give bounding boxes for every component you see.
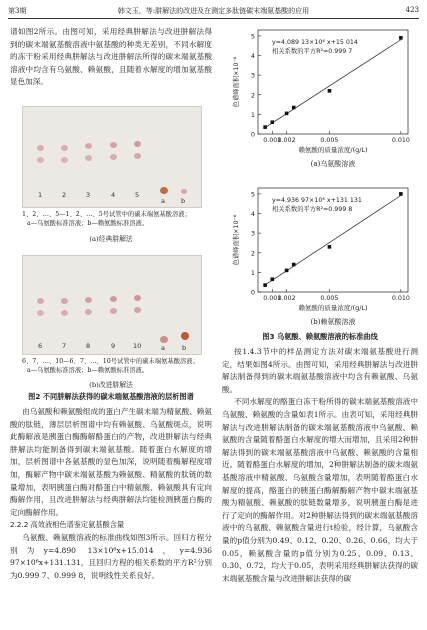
x-tick-label: 0.010 — [391, 295, 410, 302]
y-tick-label: 5 — [250, 190, 255, 199]
x-tick-label: 0.005 — [320, 295, 339, 302]
y-axis-label: 色谱峰面积×10⁻⁶ — [233, 214, 240, 266]
plot-subcaption: (a)乌氨酸溶液 — [310, 160, 356, 168]
data-point — [285, 112, 289, 116]
tlc-plate-a — [22, 106, 202, 208]
tlc-lane-number: b — [182, 344, 187, 352]
data-point — [263, 125, 267, 129]
tlc-lane-number: 1 — [38, 191, 43, 199]
tlc-spot — [85, 155, 92, 161]
left-top-paragraph: 谱如图2所示。由图可知，采用经典肼解法与改进肼解法得到的碳末端氨基酸溶液中氨基酸的种类无差别，不同水解度的冻干粉采用经典肼解法与改进肼解法所得的碳末端氨基酸溶液中均含有乌氨酸、赖氨酸，且随着水解度的增加氨基酸显色加深。 — [10, 27, 212, 87]
tlc-spot — [61, 298, 68, 304]
tlc-spot — [110, 296, 117, 302]
x-tick-label: 0.001 — [263, 295, 282, 302]
y-axis-label: 色谱峰面积×10⁻⁶ — [233, 56, 240, 108]
tlc-lane-number: a — [161, 197, 165, 205]
tlc-lane-number: 9 — [111, 342, 116, 350]
subcaption-a: (a)经典肼解法 — [89, 235, 133, 243]
y-tick-label: 2 — [250, 91, 255, 100]
tlc-plate-b — [22, 255, 202, 355]
standard-curve-plot-a — [222, 22, 418, 170]
tlc-spot — [85, 309, 92, 315]
y-tick-label: 1 — [250, 268, 255, 277]
tlc-spot — [37, 157, 44, 163]
data-point — [292, 263, 296, 267]
y-tick-label: 4 — [250, 210, 255, 219]
y-tick-label: 3 — [250, 71, 255, 80]
data-point — [263, 283, 267, 287]
tlc-lane-number: 6 — [38, 342, 43, 350]
x-tick-label: 0.002 — [277, 137, 296, 144]
tlc-spot — [61, 310, 68, 316]
r-squared-label: 相关系数的平方R²=0.999 7 — [272, 48, 353, 55]
data-point — [285, 269, 289, 273]
tlc-lane-number: 8 — [86, 342, 91, 350]
x-tick-label: 0.001 — [263, 137, 282, 144]
regression-equation: y=4.089 13×10⁶ x+15 014 — [272, 39, 358, 46]
tlc-standard-spot — [160, 336, 168, 343]
tlc-spot — [85, 143, 92, 149]
right-paragraph-2: 不同水解度的酪蛋白冻干粉所得的碳末端氨基酸溶液中乌氨酸、赖氨酸的含量如表1所示。由表可知，采用经典肼解法与改进肼解法制备的碳末端氨基酸溶液中乌氨酸、赖氨酸的含量随着酪蛋白水解度的增大而增加，且采用2种肼解法得到的碳末端氨基酸溶液中乌氨酸、赖氨酸的含量相近。随着酪蛋白水解度的增加，2种肼解法制备的碳末端氨基酸溶液中精氨酸、乌氨酸含量增加，表明随着酪蛋白水解度的提高，酪蛋白的胰蛋白酶解酶解产物中碳末端氨基酸为精氨酸、赖氨酸的肽链数量增多，说明胰蛋白酶是进行了定向的酶解作用。对2种肼解法得到的碳末端氨基酸溶液中的乌氨酸、赖氨酸含量进行t检验，经计算，乌氨酸含量的p值分别为0.49、0.12、0.20、0.26、0.66，均大于0.05，赖氨酸含量的p值分别为0.25、0.09、0.13、0.30、0.72，均大于0.05，表明采用经典肼解法获得的碳末端氨基酸含量与改进肼解法获得的碳 — [222, 397, 418, 583]
standard-curve-plot-b — [222, 180, 418, 328]
tlc-lane-number: 7 — [62, 342, 67, 350]
left-last-paragraph: 乌氨酸、赖氨酸溶液的标准曲线如图3所示。回归方程分别为y=4.890 13×10⁶x+15.014，y=4.936 97×10⁶x+131.131，且回归方程的相关系数的平方R²分别为0.999 7、0.999 8，说明线性关系良好。 — [10, 532, 212, 580]
x-axis-label: 赖氨酸的质量浓度/(g/L) — [298, 304, 368, 312]
data-point — [328, 89, 332, 93]
right-paragraph-1: 按1.4.3节中的样品测定方法对碳末端氨基酸进行测定，结果如图4所示。由图可知，采用经典肼解法与改进肼解法制备得到的碳末端氨基酸溶液中均含有赖氨酸、乌氨酸。 — [222, 347, 418, 394]
tlc-spot — [61, 157, 68, 163]
tlc-standard-spot — [160, 187, 168, 194]
x-tick-label: 0.010 — [391, 137, 410, 144]
tlc-lane-number: 4 — [111, 191, 116, 199]
tlc-lane-number: a — [161, 344, 165, 352]
tlc-lane-number: b — [181, 197, 186, 205]
figure-note-line: 6、7、…、10—6、7、…、10号试管中的碳末端氨基酸溶液； — [22, 358, 199, 365]
figure-note-b — [22, 357, 212, 375]
subcaption-b: (b)改进肼解法 — [89, 381, 133, 389]
section-heading: 2.2.2 高效液相色谱鉴定氨基酸含量 — [10, 520, 125, 530]
x-tick-label: 0.005 — [320, 137, 339, 144]
left-top-paragraph-block — [10, 26, 212, 89]
tlc-spot — [37, 310, 44, 316]
figure3-caption: 图3 乌氨酸、赖氨酸溶液的标准曲线 — [262, 332, 378, 341]
figure2-caption: 图2 不同肼解法获得的碳末端氨基酸溶液的层析图谱 — [28, 392, 194, 401]
y-tick-label: 4 — [250, 52, 255, 61]
left-bottom-text — [10, 406, 212, 582]
tlc-spot — [37, 145, 44, 151]
tlc-spot — [110, 308, 117, 314]
tlc-spot — [61, 145, 68, 151]
page-header — [8, 6, 419, 18]
regression-equation: y=4.936 97×10⁶ x+131 131 — [272, 197, 362, 204]
tlc-spot — [134, 141, 141, 147]
journal-issue: 第3期 — [8, 7, 27, 15]
running-title: 韩文玉，等:肼解法的改进及在测定多肽链碳末端氨基酸的应用 — [117, 7, 310, 15]
tlc-spot — [134, 153, 141, 159]
data-point — [399, 192, 403, 196]
r-squared-label: 相关系数的平方R²=0.999 8 — [272, 206, 353, 213]
y-tick-label: 1 — [250, 110, 255, 119]
y-tick-label: 5 — [250, 32, 255, 41]
y-tick-label: 2 — [250, 249, 255, 258]
tlc-spot — [110, 142, 117, 148]
figure-note-line: a—乌氨酸标准溶液；b—赖氨酸标准溶液。 — [27, 367, 149, 374]
header-rule — [8, 18, 419, 19]
data-point — [328, 245, 332, 249]
tlc-standard-spot — [181, 332, 189, 340]
tlc-lane-number: 2 — [62, 191, 67, 199]
x-axis-label: 赖氨酸的质量浓度/(g/L) — [298, 146, 368, 154]
tlc-spot — [110, 154, 117, 160]
page-number: 423 — [405, 6, 419, 14]
y-tick-label: 0 — [250, 130, 255, 139]
tlc-spot — [134, 307, 141, 313]
tlc-lane-number: 10 — [133, 342, 142, 350]
y-tick-label: 3 — [250, 229, 255, 238]
data-point — [270, 120, 274, 124]
y-tick-label: 0 — [250, 288, 255, 297]
figure-note-a — [22, 210, 212, 228]
tlc-lane-number: 5 — [135, 191, 140, 199]
tlc-standard-spot — [181, 189, 187, 194]
data-point — [399, 36, 403, 40]
data-point — [292, 106, 296, 110]
plot-subcaption: (b)赖氨酸溶液 — [310, 318, 356, 326]
x-tick-label: 0.002 — [277, 295, 296, 302]
tlc-spot — [85, 297, 92, 303]
data-point — [270, 277, 274, 281]
tlc-lane-number: 3 — [86, 191, 91, 199]
right-text-block — [222, 346, 418, 585]
tlc-spot — [37, 298, 44, 304]
tlc-spot — [134, 295, 141, 301]
figure-note-line: a—乌氨酸标准溶液；b—赖氨酸标准溶液。 — [27, 220, 149, 227]
figure-note-line: 1、2、…、5—1、2、…、5号试管中的碳末端氨基酸溶液； — [22, 211, 191, 218]
left-bottom-paragraph: 由乌氨酸和赖氨酸组成的蛋白产生碳末端为精氨酸、赖氨酸的肽链，薄层层析图谱中均有赖氨酸、乌氨酸斑点，说明此酶解液是胰蛋白酶酶解酪蛋白的产物，改进肼解法与经典肼解法均能制备得到碳末端氨基酸。随着蛋白水解度的增加，层析图谱中各氨基酸的显色加深，说明随着酶解程度增加，酶解产物中碳末端氨基酸为赖氨酸、精氨酸的肽链的数量增加，表明胰蛋白酶对酪蛋白中精氨酸、赖氨酸具有定向酶解作用，且改进肼解法与经典肼解法均能检测胰蛋白酶的定向酶解作用。 — [10, 407, 212, 517]
